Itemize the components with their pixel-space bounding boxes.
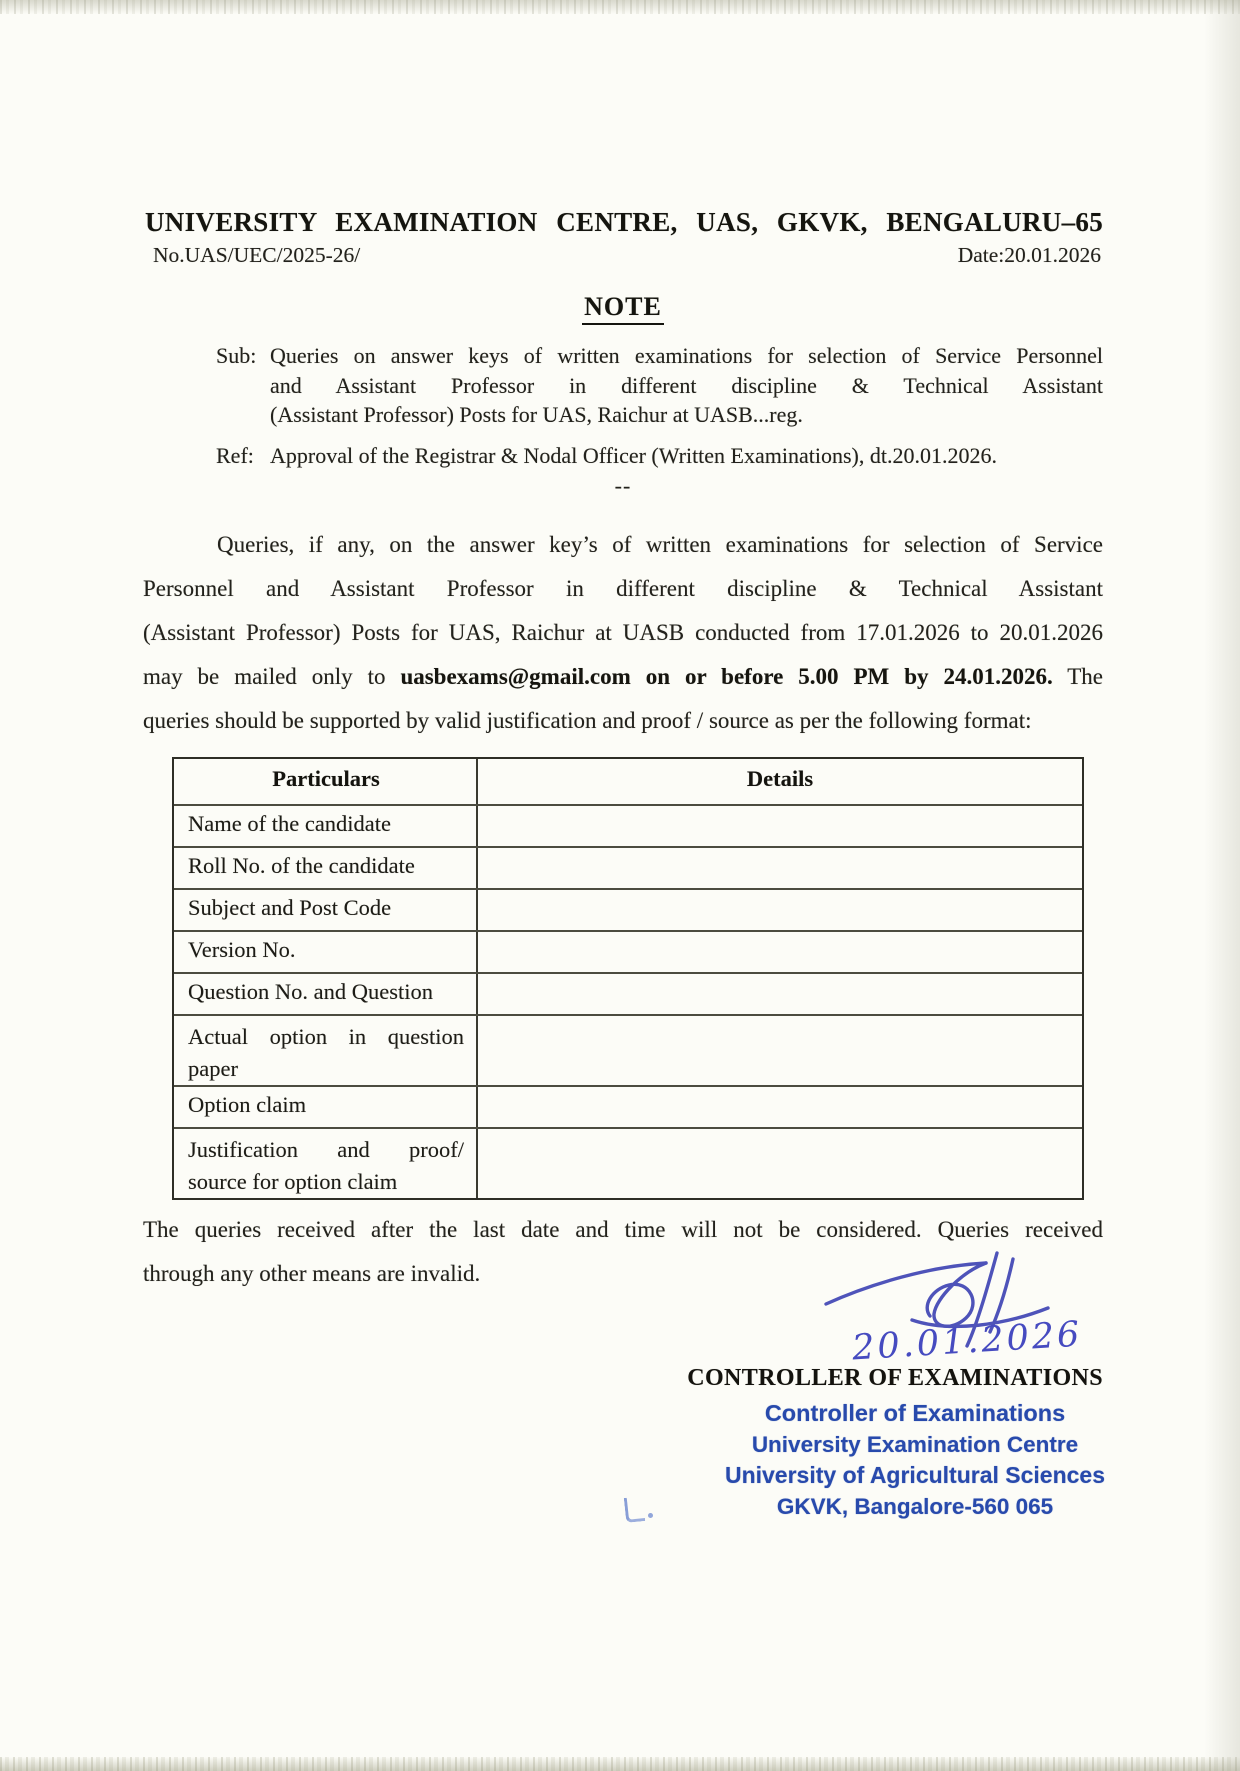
particulars-cell: Name of the candidate bbox=[174, 806, 478, 846]
reference-text: Approval of the Registrar & Nodal Officer (Written Examinations), dt.20.01.2026. bbox=[270, 443, 997, 468]
body-line-3: (Assistant Professor) Posts for UAS, Raichur at UASB conducted from 17.01.2026 to 20.01.2026 bbox=[143, 620, 1103, 645]
closing-line-2: through any other means are invalid. bbox=[143, 1261, 481, 1286]
handwritten-date: 20.01.2026 bbox=[851, 1314, 1084, 1369]
particulars-line-1: Justification and proof/ bbox=[188, 1137, 464, 1162]
subject-line-1: Queries on answer keys of written examinations for selection of Service Personnel bbox=[270, 343, 1103, 368]
table-row bbox=[174, 804, 1082, 846]
email-address: uasbexams@gmail.com bbox=[400, 664, 631, 689]
signatory-designation: CONTROLLER OF EXAMINATIONS bbox=[687, 1365, 1103, 1391]
particulars-cell: Question No. and Question bbox=[174, 974, 478, 1014]
particulars-line-1: Actual option in question bbox=[188, 1024, 464, 1049]
body-line-4 bbox=[143, 655, 1103, 699]
subject-label: Sub: bbox=[216, 343, 257, 368]
separator-dashes: -- bbox=[614, 473, 632, 498]
particulars-cell bbox=[174, 1129, 478, 1198]
body-line-4-text: may be mailed only to bbox=[143, 664, 401, 689]
body-paragraph bbox=[143, 523, 1103, 743]
reference-block bbox=[143, 441, 1103, 471]
table-row bbox=[174, 1127, 1082, 1198]
table-row bbox=[174, 930, 1082, 972]
org-title: UNIVERSITY EXAMINATION CENTRE, UAS, GKVK, BENGALURU–65 bbox=[145, 207, 1103, 237]
note-heading: NOTE bbox=[143, 292, 1103, 325]
details-cell bbox=[478, 974, 1082, 1014]
details-cell bbox=[478, 848, 1082, 888]
details-cell bbox=[478, 1129, 1082, 1198]
body-line-5: queries should be supported by valid justification and proof / source as per the following format: bbox=[143, 708, 1032, 733]
details-cell bbox=[478, 890, 1082, 930]
table-row bbox=[174, 846, 1082, 888]
particulars-cell: Roll No. of the candidate bbox=[174, 848, 478, 888]
body-line-2: Personnel and Assistant Professor in different discipline & Technical Assistant bbox=[143, 576, 1103, 601]
stamp-line-2: University Examination Centre bbox=[751, 1432, 1079, 1457]
table-row bbox=[174, 972, 1082, 1014]
particulars-cell: Version No. bbox=[174, 932, 478, 972]
column-header-details: Details bbox=[746, 766, 814, 791]
scan-edge-top bbox=[0, 0, 1240, 14]
particulars-cell: Option claim bbox=[174, 1087, 478, 1127]
scan-edge-bottom bbox=[0, 1757, 1240, 1771]
table-row bbox=[174, 1085, 1082, 1127]
details-cell bbox=[478, 1016, 1082, 1085]
particulars-line-2: paper bbox=[188, 1056, 238, 1081]
body-line-4-tail: The bbox=[1052, 664, 1103, 689]
query-format-table bbox=[172, 757, 1084, 1200]
stamp-ink-dot bbox=[648, 1513, 653, 1518]
details-cell bbox=[478, 932, 1082, 972]
stamp-ink-smudge bbox=[624, 1496, 646, 1523]
subject-line-3: (Assistant Professor) Posts for UAS, Raichur at UASB...reg. bbox=[270, 402, 803, 427]
table-row bbox=[174, 888, 1082, 930]
stamp-line-1: Controller of Examinations bbox=[764, 1400, 1066, 1426]
subject-block bbox=[143, 341, 1103, 430]
reference-number: No.UAS/UEC/2025-26/ bbox=[153, 243, 361, 267]
office-stamp bbox=[705, 1398, 1125, 1522]
subject-line-2: and Assistant Professor in different discipline & Technical Assistant bbox=[270, 372, 1103, 398]
table-row bbox=[174, 1014, 1082, 1085]
particulars-cell: Subject and Post Code bbox=[174, 890, 478, 930]
stamp-line-3: University of Agricultural Sciences bbox=[724, 1462, 1106, 1488]
stamp-line-4: GKVK, Bangalore-560 065 bbox=[776, 1494, 1054, 1519]
particulars-cell bbox=[174, 1016, 478, 1085]
particulars-line-2: source for option claim bbox=[188, 1169, 398, 1194]
details-cell bbox=[478, 1087, 1082, 1127]
details-cell bbox=[478, 806, 1082, 846]
body-line-1: Queries, if any, on the answer key’s of written examinations for selection of Service bbox=[217, 532, 1103, 557]
letterhead bbox=[143, 205, 1103, 269]
document-date: Date:20.01.2026 bbox=[957, 243, 1101, 267]
deadline-text: on or before 5.00 PM by 24.01.2026. bbox=[630, 664, 1053, 689]
column-header-particulars: Particulars bbox=[174, 759, 478, 804]
scan-edge-right bbox=[1204, 0, 1240, 1771]
closing-line-1: The queries received after the last date and time will not be considered. Queries received bbox=[143, 1217, 1103, 1242]
reference-label: Ref: bbox=[216, 443, 254, 468]
